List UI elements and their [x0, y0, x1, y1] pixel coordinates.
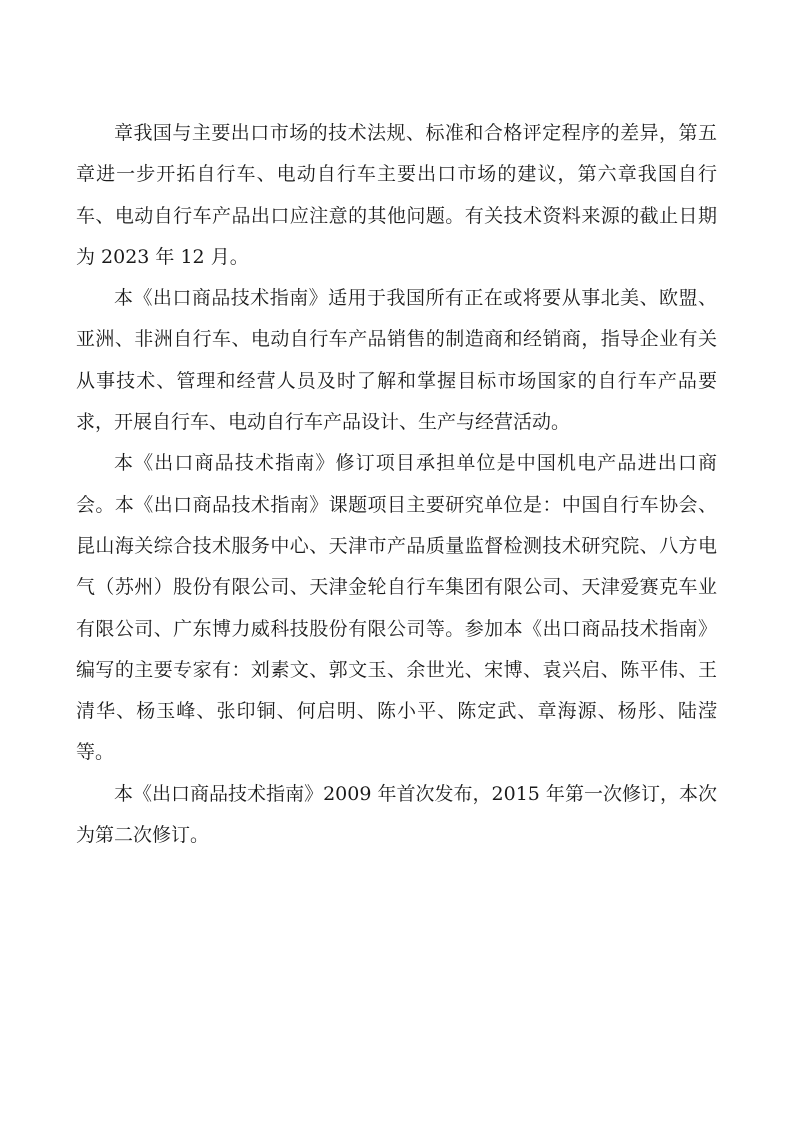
- paragraph-contributors: 本《出口商品技术指南》修订项目承担单位是中国机电产品进出口商会。本《出口商品技术指南》课题项目主要研究单位是：中国自行车协会、昆山海关综合技术服务中心、天津市产品质量监督检测技术研究院、八方电气（苏州）股份有限公司、天津金轮自行车集团有限公司、天津爱赛克车业有限公司、广东博力威科技股份有限公司等。参加本《出口商品技术指南》编写的主要专家有：刘素文、郭文玉、余世光、宋博、袁兴启、陈平伟、王清华、杨玉峰、张印铜、何启明、陈小平、陈定武、章海源、杨彤、陆滢等。: [76, 452, 717, 764]
- document-body: [76, 113, 717, 856]
- paragraph-revision-history: 本《出口商品技术指南》2009 年首次发布，2015 年第一次修订，本次为第二次修订。: [76, 782, 717, 847]
- paragraph-chapter-overview: 章我国与主要出口市场的技术法规、标准和合格评定程序的差异，第五章进一步开拓自行车、电动自行车主要出口市场的建议，第六章我国自行车、电动自行车产品出口应注意的其他问题。有关技术资料来源的截止日期为 2023 年 12 月。: [76, 122, 717, 268]
- paragraph-scope: 本《出口商品技术指南》适用于我国所有正在或将要从事北美、欧盟、亚洲、非洲自行车、电动自行车产品销售的制造商和经销商，指导企业有关从事技术、管理和经营人员及时了解和掌握目标市场国家的自行车产品要求，开展自行车、电动自行车产品设计、生产与经营活动。: [76, 287, 717, 434]
